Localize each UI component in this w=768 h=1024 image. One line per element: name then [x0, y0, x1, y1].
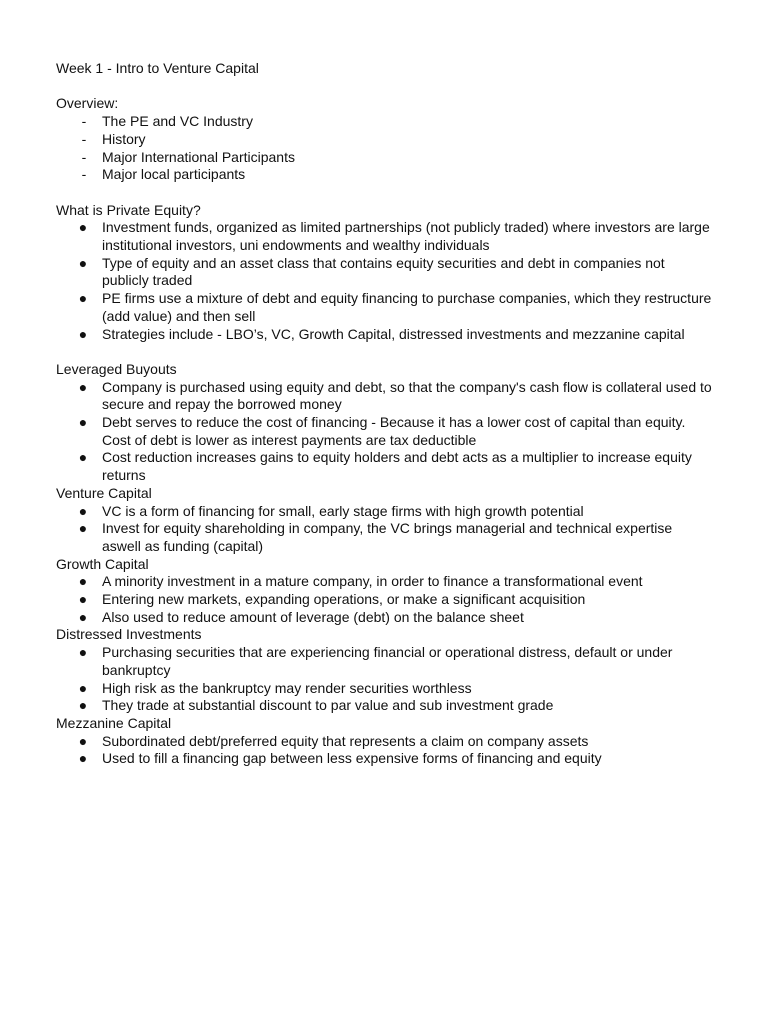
- private-equity-heading: What is Private Equity?: [56, 201, 201, 218]
- overview-heading: Overview:: [56, 95, 119, 112]
- spacer: [56, 184, 712, 202]
- bullet-marker: ●: [78, 697, 88, 714]
- bullet-marker: ●: [78, 732, 88, 749]
- list-item: ● High risk as the bankruptcy may render securities worthless: [78, 679, 472, 696]
- bullet-marker: ●: [78, 679, 88, 696]
- list-item: ● Type of equity and an asset class that contains equity securities and debt in companies not publicly traded: [78, 254, 665, 289]
- list-item: ● Subordinated debt/preferred equity that represents a claim on company assets: [78, 732, 589, 749]
- list-item: ● Company is purchased using equity and debt, so that the company's cash flow is collateral used to secure and repay the borrowed money: [78, 378, 712, 413]
- spacer: [56, 343, 712, 361]
- bullet-marker: ●: [78, 520, 88, 537]
- bullet-marker: ●: [78, 449, 88, 466]
- dash-marker: -: [81, 148, 87, 165]
- mezzanine-capital-list: [56, 733, 712, 768]
- dash-marker: -: [81, 130, 87, 147]
- list-item: ● VC is a form of financing for small, early stage firms with high growth potential: [78, 502, 584, 519]
- list-item: - The PE and VC Industry: [56, 113, 712, 131]
- list-item: ● Strategies include - LBO’s, VC, Growth Capital, distressed investments and mezzanine capital: [78, 325, 685, 342]
- bullet-marker: ●: [78, 608, 88, 625]
- bullet-marker: ●: [78, 378, 88, 395]
- bullet-marker: ●: [78, 219, 88, 236]
- bullet-marker: ●: [78, 750, 88, 767]
- distressed-investments-heading: Distressed Investments: [56, 626, 202, 643]
- mezzanine-capital-heading: Mezzanine Capital: [56, 714, 172, 731]
- growth-capital-list: [56, 573, 712, 626]
- list-item: ● Used to fill a financing gap between less expensive forms of financing and equity: [78, 750, 602, 767]
- list-item: - History: [56, 131, 712, 149]
- venture-capital-heading: Venture Capital: [56, 484, 152, 501]
- list-item: ● A minority investment in a mature company, in order to finance a transformational event: [78, 573, 643, 590]
- list-item: ● Entering new markets, expanding operations, or make a significant acquisition: [78, 591, 586, 608]
- dash-marker: -: [81, 113, 87, 130]
- distressed-investments-list: [56, 644, 712, 715]
- bullet-marker: ●: [78, 414, 88, 431]
- page-title: Week 1 - Intro to Venture Capital: [56, 60, 259, 76]
- list-item: ● Debt serves to reduce the cost of financing - Because it has a lower cost of capital than equity. Cost of debt is lower as interest payments are tax deductible: [78, 414, 686, 448]
- list-item: ● Invest for equity shareholding in company, the VC brings managerial and technical expertise aswell as funding (capital): [78, 520, 673, 554]
- list-item: ● Cost reduction increases gains to equity holders and debt acts as a multiplier to increase equity returns: [78, 449, 692, 484]
- venture-capital-list: [56, 503, 712, 556]
- bullet-marker: ●: [78, 502, 88, 519]
- bullet-marker: ●: [78, 290, 88, 307]
- bullet-marker: ●: [78, 325, 88, 342]
- list-item: - Major local participants: [56, 166, 712, 184]
- bullet-marker: ●: [78, 573, 88, 590]
- leveraged-buyouts-heading: Leveraged Buyouts: [56, 360, 177, 377]
- growth-capital-heading: Growth Capital: [56, 555, 149, 572]
- list-item: ● They trade at substantial discount to par value and sub investment grade: [78, 697, 554, 714]
- overview-list: [56, 113, 712, 184]
- dash-marker: -: [81, 166, 87, 183]
- list-item: ● PE firms use a mixture of debt and equity financing to purchase companies, which they restructure (add value) and then sell: [78, 290, 712, 324]
- list-item: ● Also used to reduce amount of leverage (debt) on the balance sheet: [78, 608, 524, 625]
- bullet-marker: ●: [78, 644, 88, 661]
- private-equity-list: [56, 219, 712, 343]
- list-item: - Major International Participants: [56, 149, 712, 167]
- bullet-marker: ●: [78, 591, 88, 608]
- list-item: ● Investment funds, organized as limited partnerships (not publicly traded) where investors are large institutional investors, uni endowments and wealthy individuals: [78, 219, 710, 253]
- list-item: ● Purchasing securities that are experiencing financial or operational distress, default or under bankruptcy: [78, 644, 673, 678]
- leveraged-buyouts-list: [56, 379, 712, 485]
- bullet-marker: ●: [78, 254, 88, 271]
